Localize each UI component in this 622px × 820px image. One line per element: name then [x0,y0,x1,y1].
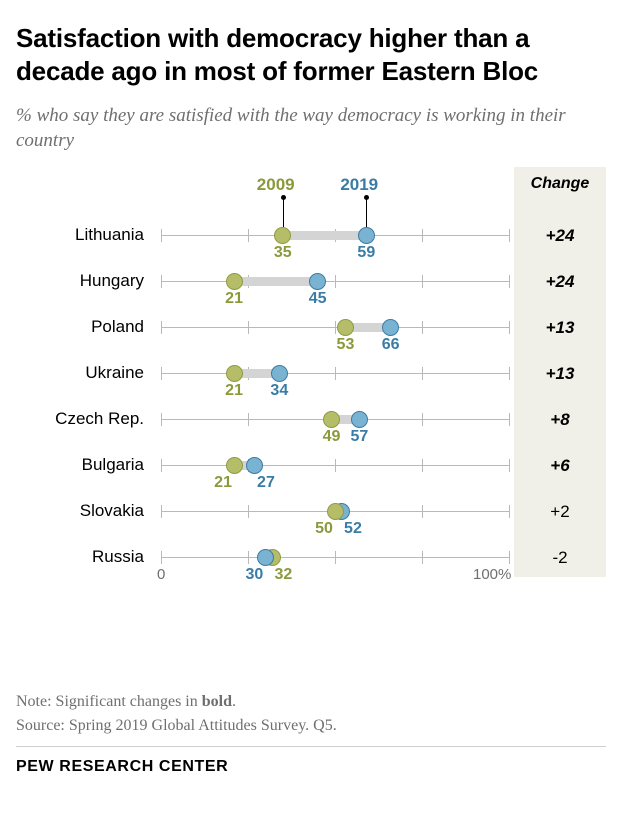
chart-row [16,213,546,262]
note-bold: bold [201,693,232,710]
axis-tick [509,505,510,518]
chart-row [16,443,546,492]
dot-2009 [274,227,291,244]
dot-plot [16,167,546,587]
axis-tick [509,275,510,288]
axis-tick [161,459,162,472]
axis-tick [248,229,249,242]
chart-row [16,305,546,354]
axis-min-label: 0 [157,566,166,584]
page-subtitle: % who say they are satisfied with the way democracy is working in their country [16,104,566,151]
axis-tick [248,505,249,518]
axis-tick [422,551,423,564]
chart-row [16,489,546,538]
dot-2019 [382,319,399,336]
chart-notes [16,690,606,738]
brand-label: PEW RESEARCH CENTER [16,758,229,775]
chart-row [16,351,546,400]
row-label-lithuania: Lithuania [74,225,144,245]
note-suffix: . [231,693,236,710]
dot-2009 [226,273,243,290]
axis-tick [509,229,510,242]
row-label-bulgaria: Bulgaria [81,455,144,475]
value-label-2009: 50 [315,520,333,538]
row-label-czech-rep: Czech Rep. [55,409,144,429]
legend-2009: 2009 [256,175,295,195]
change-connector [283,231,367,240]
axis-tick [509,551,510,564]
legend-2019: 2019 [340,175,379,195]
value-label-2009: 35 [273,244,292,262]
axis-max-label: 100% [473,566,512,584]
dot-2009 [327,503,344,520]
dot-2009 [323,411,340,428]
dot-2019 [358,227,375,244]
value-label-2019: 30 [245,566,264,584]
axis-tick [422,275,423,288]
chart-area [16,167,606,587]
page-title: Satisfaction with democracy higher than a decade ago in most of former Eastern Bloc [16,23,539,87]
value-label-2009: 21 [225,382,243,400]
axis-tick [161,413,162,426]
change-connector [234,277,318,286]
value-label-2019: 66 [381,336,400,354]
axis-tick [509,321,510,334]
chart-row [16,259,546,308]
axis-tick [248,413,249,426]
change-column-header: Change [530,175,590,193]
value-label-2009: 49 [322,428,341,446]
change-value: +13 [545,364,575,384]
value-label-2019: 52 [344,520,362,538]
axis-tick [335,275,336,288]
axis-tick [161,275,162,288]
value-label-2019: 27 [257,474,275,492]
dot-2019 [257,549,274,566]
change-value: -2 [552,548,568,568]
dot-2019 [309,273,326,290]
axis-tick [509,413,510,426]
change-value: +13 [545,318,575,338]
axis-tick [422,505,423,518]
axis-tick [161,367,162,380]
axis-tick [422,413,423,426]
axis-tick [335,321,336,334]
value-label-2009: 53 [336,336,355,354]
row-label-ukraine: Ukraine [85,363,144,383]
dot-2019 [271,365,288,382]
axis-tick [509,459,510,472]
chart-page [0,22,622,820]
legend-2009-leader-dot [281,195,286,200]
footer-divider [16,746,606,747]
note-significance [16,690,606,714]
value-label-2019: 34 [270,382,289,400]
value-label-2019: 59 [357,244,376,262]
axis-tick [161,505,162,518]
axis-tick [422,367,423,380]
axis-tick [161,551,162,564]
note-prefix: Note: Significant changes in [16,693,202,710]
row-label-slovakia: Slovakia [79,501,144,521]
note-source: Source: Spring 2019 Global Attitudes Survey. Q5. [16,717,337,734]
chart-row [16,535,546,584]
change-value: +2 [550,502,570,522]
dot-2019 [351,411,368,428]
change-value: +6 [550,456,570,476]
value-label-2019: 45 [308,290,327,308]
dot-2009 [337,319,354,336]
dot-2009 [226,365,243,382]
value-label-2019: 57 [350,428,369,446]
axis-tick [422,321,423,334]
change-value: +8 [550,410,570,430]
change-value: +24 [545,272,575,292]
axis-tick [422,229,423,242]
row-label-russia: Russia [92,547,144,567]
dot-2019 [246,457,263,474]
axis-tick [509,367,510,380]
value-label-2009: 21 [214,474,232,492]
axis-tick [422,459,423,472]
axis-tick [161,229,162,242]
change-value: +24 [545,226,575,246]
axis-tick [248,551,249,564]
axis-tick [335,459,336,472]
value-label-2009: 32 [274,566,293,584]
value-label-2009: 21 [225,290,243,308]
row-label-poland: Poland [91,317,144,337]
dot-2009 [226,457,243,474]
axis-tick [161,321,162,334]
axis-tick [335,367,336,380]
chart-row [16,397,546,446]
row-label-hungary: Hungary [79,271,144,291]
axis-tick [248,321,249,334]
axis-tick [335,551,336,564]
legend-2019-leader-dot [364,195,369,200]
